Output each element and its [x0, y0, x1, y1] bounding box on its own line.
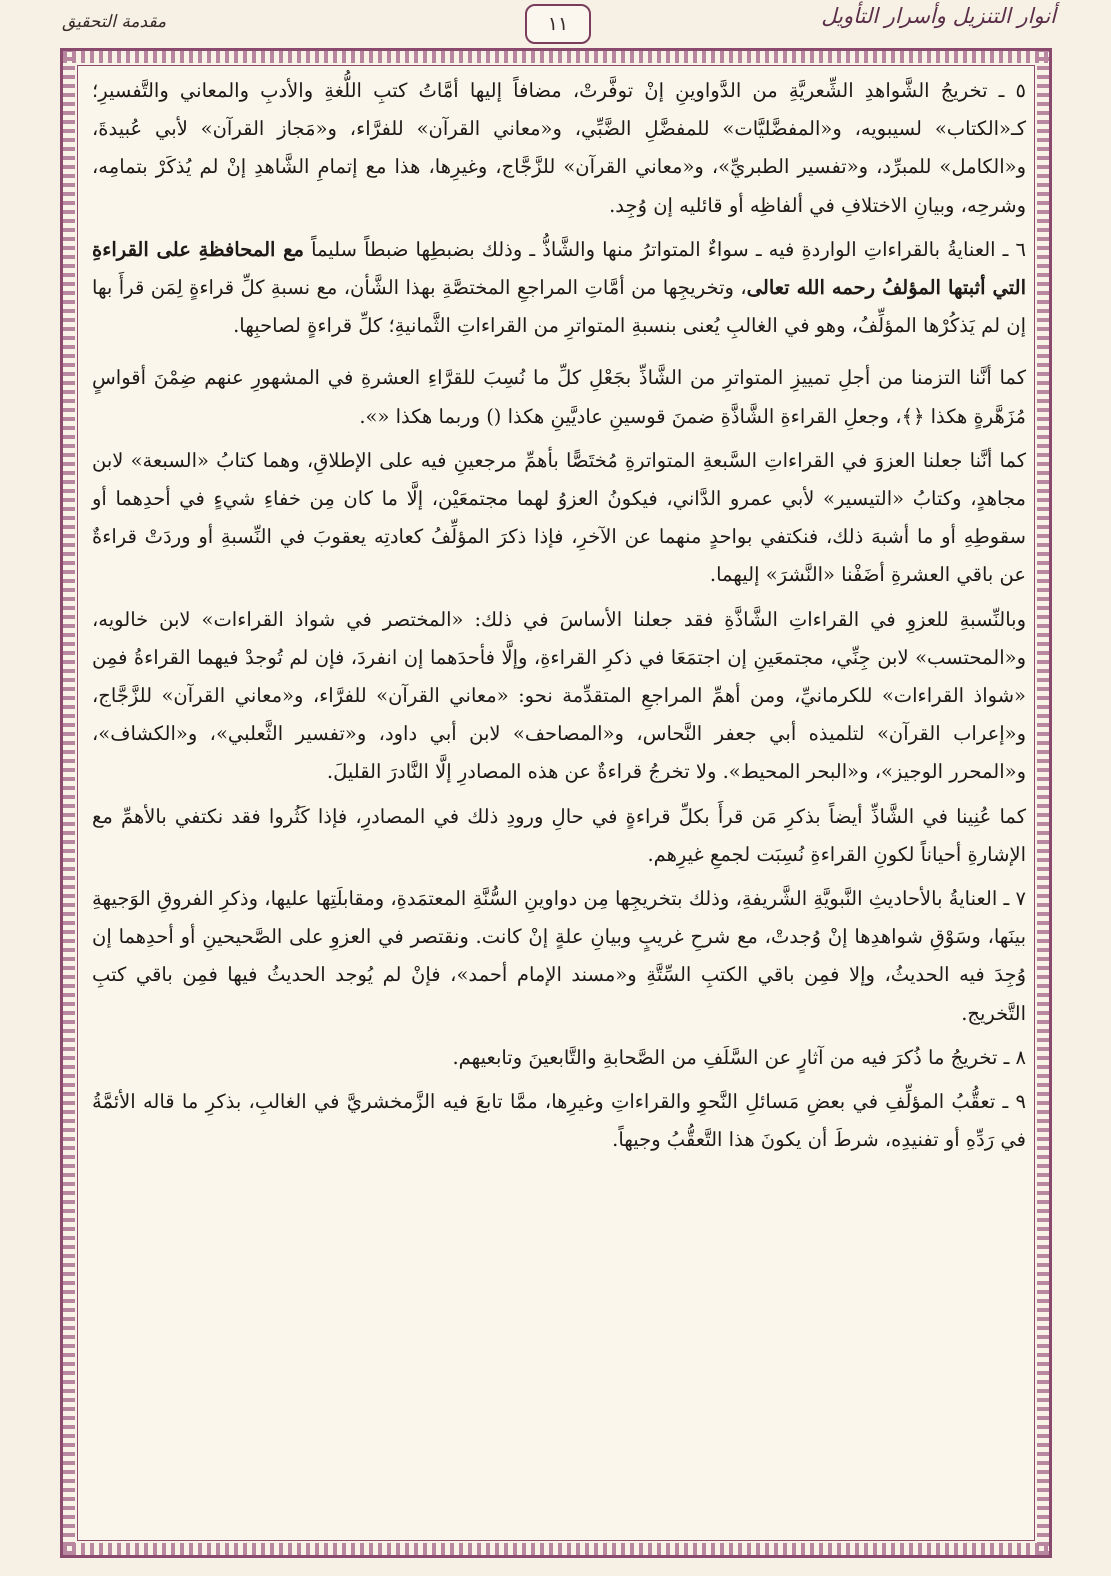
paragraph-text: كما أنَّنا التزمنا من أجلِ تمييزِ المتواترِ من الشَّاذِّ بجَعْلِ كلِّ ما نُسِبَ للقرَّاءِ العشرةِ في المشهورِ عنهم ضِمْنَ أقواسٍ مُزَهَّرةٍ هكذا ﴿﴾، وجعلِ القراءةِ الشَّاذَّةِ ضمنَ قوسينِ عاديَّينِ هكذا () وربما هكذا «». — [92, 366, 1026, 428]
paragraph-item-8 — [92, 1039, 1026, 1077]
paragraph-text: ٧ ـ العنايةُ بالأحاديثِ النَّبويَّةِ الشَّريفةِ، وذلك بتخريجِها مِن دواوينِ السُّنَّةِ المعتمَدةِ، ومقابلَتِها عليها، وذكرِ الفروقِ الوَجيهةِ بينَها، وسَوْقِ شواهدِها إنْ وُجدتْ، مع شرحِ غريبٍ وبيانِ علةٍ إنْ كانت. ونقتصر في العزوِ على الصَّحيحينِ أو أحدِهما إن وُجِدَ فيه الحديثُ، وإلا فمِن باقي الكتبِ السِّتَّةِ و«مسند الإمام أحمد»، فإنْ لم يُوجد الحديثُ فيها فمِن باقي كتبِ التَّخريج. — [92, 887, 1026, 1025]
page-body — [92, 72, 1026, 1165]
paragraph-item-6 — [92, 231, 1026, 346]
paragraph-brackets-note — [92, 359, 1026, 435]
paragraph-item-5 — [92, 72, 1026, 225]
section-title: مقدمة التحقيق — [62, 12, 167, 32]
paragraph-text: ٥ ـ تخريجُ الشَّواهدِ الشِّعريَّةِ من الدَّواوينِ إنْ توفَّرتْ، مضافاً إليها أمَّاتُ كتبِ اللُّغةِ والأدبِ والمعاني والتَّفسيرِ؛ كـ«الكتاب» لسيبويه، و«المفضَّليَّات» للمفضَّلِ الضَّبِّي، و«معاني القرآن» للفرَّاء، و«مَجاز القرآن» لأبي عُبيدةَ، و«الكامل» للمبرِّد، و«تفسير الطبريِّ»، و«معاني القرآن» للزَّجَّاج، وغيرِها، هذا مع إتمامِ الشَّاهدِ إنْ لم يُذكَرْ بتمامِه، وشرحِه، وبيانِ الاختلافِ في ألفاظِه أو قائليه إن وُجِد. — [92, 79, 1026, 217]
paragraph-text: ٨ ـ تخريجُ ما ذُكرَ فيه من آثارٍ عن السَّلَفِ من الصَّحابةِ والتَّابعينَ وتابعيهم. — [452, 1045, 1026, 1069]
page-header — [0, 0, 1111, 50]
paragraph-text: ، وتخريجِها من أمَّاتِ المراجعِ المختصَّةِ بهذا الشَّأن، مع نسبةِ كلِّ قراءةٍ لِمَن قرأَ بها إن لم يَذكُرْها المؤلِّفُ، وهو في الغالبِ يُعنى بنسبةِ المتواترِ من القراءاتِ الثَّمانيةِ؛ كلِّ قراءةٍ لصاحبِها. — [92, 276, 1026, 338]
paragraph-text: ٦ ـ العنايةُ بالقراءاتِ الواردةِ فيه ـ سواءٌ المتواترُ منها والشَّاذُّ ـ وذلك بضبطِها ضبطاً سليماً — [303, 237, 1026, 261]
paragraph-text: كما أنَّنا جعلنا العزوَ في القراءاتِ السَّبعةِ المتواترةِ مُختَصًّا بأهمِّ مرجعينِ فيه على الإطلاقِ، وهما كتابُ «السبعة» لابن مجاهدٍ، وكتابُ «التيسير» لأبي عمرو الدَّاني، فيكونُ العزوُ لهما مجتمعَيْن، إلَّا ما كان مِن خفاءِ شيءٍ في أحدِهما أو سقوطِهِ أو ما أشبهَ ذلك، فنكتفي بواحدٍ منهما عن الآخرِ، فإذا ذكرَ المؤلِّفُ كعادتِه يعقوبَ في النِّسبةِ أو وردَتْ قراءةٌ عن باقي العشرةِ أضَفْنا «النَّشرَ» إليهما. — [92, 448, 1026, 587]
paragraph-item-7 — [92, 880, 1026, 1033]
paragraph-shadh-sources — [92, 601, 1026, 792]
paragraph-bold-text: مع المحافظةِ على القراءةِ التي أثبتها المؤلفُ رحمه الله تعالى — [92, 237, 1026, 300]
paragraph-item-9 — [92, 1083, 1026, 1159]
paragraph-seven-readings — [92, 442, 1026, 595]
paragraph-text: كما عُنِينا في الشَّاذِّ أيضاً بذكرِ مَن قرأَ بكلِّ قراءةٍ في حالِ ورودِ ذلك في المصادرِ، فإذا كَثُروا فقد نكتفي بالأهمِّ مع الإشارةِ أحياناً لكونِ القراءةِ نُسِبَت لجمعِ غيرِهم. — [92, 804, 1026, 866]
paragraph-text: ٩ ـ تعقُّبُ المؤلِّفِ في بعضِ مَسائلِ النَّحوِ والقراءاتِ وغيرِها، ممَّا تابعَ فيه الزَّمخشريَّ في الغالبِ، بذكرِ ما قاله الأئمَّةُ في رَدِّهِ أو تفنيدِه، شرطَ أن يكونَ هذا التَّعقُّبُ وجيهاً. — [92, 1090, 1026, 1152]
paragraph-text: وبالنِّسبةِ للعزوِ في القراءاتِ الشَّاذَّةِ فقد جعلنا الأساسَ في ذلك: «المختصر في شواذ القراءات» لابن خالويه، و«المحتسب» لابن جِنِّي، مجتمعَينِ إن اجتمَعَا في ذكرِ القراءةِ، وإلَّا فأحدَهما إن انفردَ، فإن لم تُوجدْ فيهما القراءةُ فمِن «شواذ القراءات» للكرمانيِّ، ومن أهمِّ المراجعِ المتقدِّمة نحو: «معاني القرآن» للفرَّاء، و«معاني القرآن» للزَّجَّاج، و«إعراب القرآن» لتلميذه أبي جعفر النَّحاس، و«المصاحف» لابن أبي داود، و«تفسير الثَّعلبي»، و«الكشاف»، و«المحرر الوجيز»، و«البحر المحيط». ولا تخرجُ قراءةٌ عن هذه المصادرِ إلَّا النَّادرَ القليلَ. — [92, 607, 1026, 784]
page-number: ١١ — [525, 4, 591, 44]
paragraph-shadh-attribution — [92, 798, 1026, 874]
book-title: أنوار التنزيل وأسرار التأويل — [821, 4, 1056, 28]
